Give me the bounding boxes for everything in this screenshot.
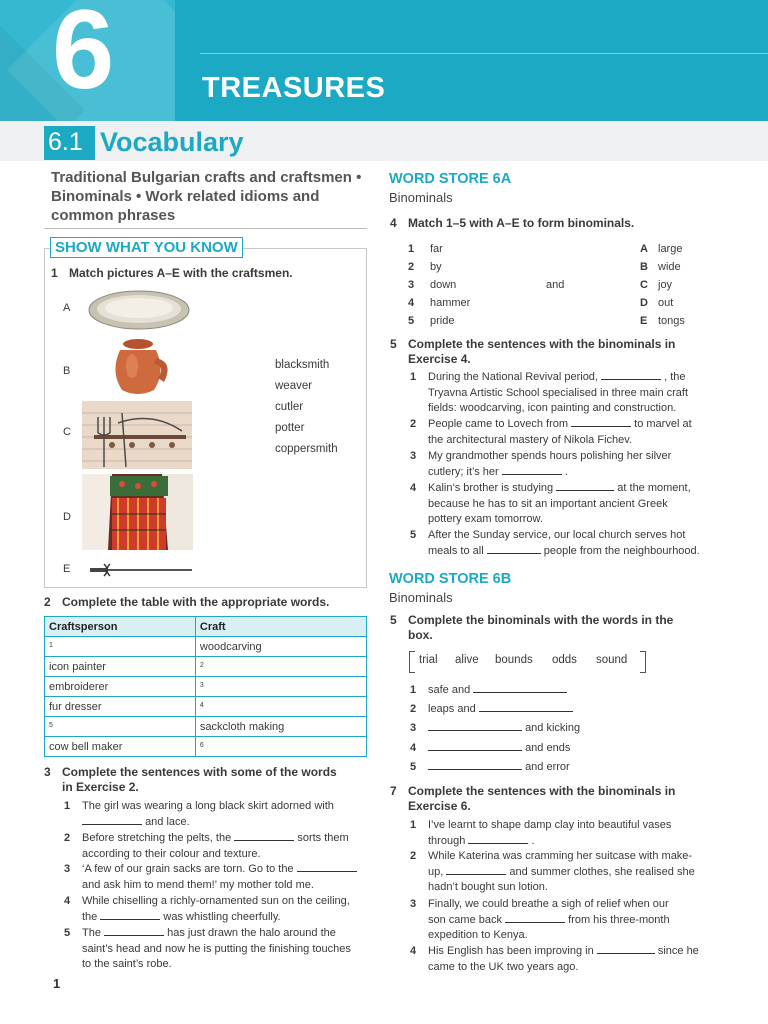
page-number: 1 (53, 976, 61, 991)
item-number: 3 (410, 450, 417, 462)
exercise-instruction: box. (408, 628, 433, 642)
table-cell[interactable] (195, 737, 366, 757)
sentence-text: sorts them (297, 832, 349, 844)
sentence-text: During the National Revival period, (428, 371, 598, 383)
item-number: 4 (408, 297, 415, 309)
table-row (45, 677, 367, 697)
picture-label-c: C (63, 426, 71, 438)
gap-number: 1 (49, 641, 53, 649)
sentence-text: pottery exam tomorrow. (428, 513, 543, 525)
item-number: 3 (64, 863, 71, 875)
section-topics: Traditional Bulgarian crafts and craftsmen • Binominals • Work related idioms and common phrases (51, 169, 362, 224)
sentence-item (64, 894, 369, 925)
binominal-item (410, 683, 710, 699)
sentence-text: meals to all (428, 544, 484, 557)
exercise-instruction: Match 1–5 with A–E to form binominals. (408, 216, 635, 230)
table-row (45, 697, 367, 717)
answer-blank[interactable] (428, 760, 522, 770)
item-number: 5 (408, 315, 415, 327)
sentence-text: people from the neighbourhood. (543, 544, 700, 557)
sentence-item (64, 831, 369, 862)
sentence-item (410, 449, 720, 480)
section-number: 6.1 (48, 128, 83, 156)
picture-label-a: A (63, 302, 71, 314)
answer-blank[interactable] (502, 465, 562, 475)
binominal-item (410, 741, 710, 757)
sentence-item (410, 897, 720, 944)
table-row (45, 657, 367, 677)
copper-tray-image (88, 289, 190, 331)
sentence-text: saint’s head and now he is putting the finishing touches (82, 942, 351, 955)
item-letter: C (640, 279, 648, 291)
list-item (408, 315, 414, 327)
gap-number: 4 (199, 701, 204, 709)
answer-blank[interactable] (468, 834, 528, 844)
answer-blank[interactable] (446, 865, 506, 875)
box-word: alive (455, 654, 479, 666)
exercise-7-heading (390, 784, 675, 814)
answer-blank[interactable] (297, 862, 357, 872)
item-number: 5 (64, 927, 71, 939)
column-header: Craftsperson (45, 617, 196, 637)
word-box (409, 651, 646, 673)
sentence-text: because he has to sit an important ancient Greek (428, 497, 668, 510)
sentence-text: up, (428, 865, 444, 878)
item-number: 4 (410, 482, 417, 494)
chapter-title: TREASURES (202, 72, 386, 104)
match-word: down (430, 279, 457, 291)
exercise-number: 1 (51, 266, 58, 280)
exercise-instruction: Complete the binominals with the words in the (408, 613, 674, 627)
clay-pot-image (104, 336, 176, 398)
box-word: trial (419, 654, 438, 666)
and-connector: and (546, 279, 565, 291)
sentence-text: son came back (428, 913, 502, 926)
word-box-bracket-left (409, 651, 415, 673)
sentence-item (410, 481, 720, 528)
item-letter: D (640, 297, 648, 309)
sentence-text: has just drawn the halo around the (167, 927, 336, 939)
sentence-text: After the Sunday service, our local church serves hot (428, 529, 686, 541)
exercise-number: 3 (44, 765, 51, 779)
sentence-text: ‘A few of our grain sacks are torn. Go to the (82, 863, 294, 875)
sentence-item (64, 799, 369, 830)
answer-blank[interactable] (473, 683, 567, 693)
sentence-text: . (564, 465, 568, 478)
table-cell[interactable] (45, 637, 196, 657)
answer-blank[interactable] (234, 831, 294, 841)
chapter-number: 6 (52, 0, 115, 112)
list-item (640, 261, 648, 273)
answer-blank[interactable] (597, 944, 655, 954)
answer-blank[interactable] (82, 815, 142, 825)
farming-tools-image (82, 401, 192, 469)
exercise-instruction: in Exercise 2. (62, 780, 139, 794)
sentence-text: hadn’t bought sun lotion. (428, 881, 548, 893)
table-cell[interactable] (195, 697, 366, 717)
item-number: 1 (410, 684, 417, 696)
match-word: by (430, 261, 442, 273)
cell-text: cow bell maker (49, 740, 123, 753)
sentence-text: People came to Lovech from (428, 418, 569, 430)
exercise-4-heading (390, 216, 634, 231)
item-number: 2 (64, 832, 71, 844)
gap-number: 5 (49, 721, 53, 729)
sentence-text: at the moment, (617, 482, 691, 494)
item-text: leaps and (428, 703, 476, 715)
cell-text: fur dresser (49, 700, 102, 713)
sentence-text: The (82, 927, 101, 939)
answer-blank[interactable] (100, 910, 160, 920)
sentence-text: His English has been improving in (428, 945, 594, 957)
word-box-bracket-right (640, 651, 646, 673)
gap-number: 3 (199, 681, 204, 689)
cell-text: icon painter (49, 660, 106, 673)
table-cell (45, 697, 196, 717)
binominal-item (410, 702, 710, 718)
sentence-text: , the (664, 371, 686, 383)
item-number: 5 (410, 761, 417, 773)
answer-blank[interactable] (487, 544, 541, 554)
sentence-text: Before stretching the pelts, the (82, 832, 232, 844)
box-word: bounds (495, 654, 533, 666)
answer-blank[interactable] (505, 913, 565, 923)
item-text: and ends (525, 742, 571, 754)
exercise-instruction: Complete the sentences with the binominals in (408, 337, 676, 351)
box-word: sound (596, 654, 628, 666)
list-item (408, 279, 414, 291)
answer-blank[interactable] (479, 702, 573, 712)
sentence-text: was whistling cheerfully. (163, 910, 281, 923)
binominal-item (410, 721, 710, 737)
item-text: and error (525, 761, 570, 773)
sentence-item (410, 417, 720, 448)
answer-blank[interactable] (428, 721, 522, 731)
box-word: odds (552, 654, 577, 666)
craftsman-word: weaver (275, 380, 313, 392)
item-number: 2 (408, 261, 415, 273)
sentence-text: Tryavna Artistic School specialised in three main craft (428, 386, 689, 399)
sentence-text: from his three-month (568, 913, 670, 926)
header-stripe (200, 53, 768, 54)
sentence-text: While Katerina was cramming her suitcase with make- (428, 850, 693, 862)
list-item (408, 261, 414, 273)
exercise-instruction: Complete the sentences with some of the words (62, 765, 337, 779)
exercise-instruction: Match pictures A–E with the craftsmen. (69, 266, 293, 280)
item-number: 1 (410, 819, 417, 831)
sentence-item (410, 818, 720, 849)
table-cell[interactable] (195, 677, 366, 697)
answer-blank[interactable] (428, 741, 522, 751)
answer-blank[interactable] (104, 926, 164, 936)
show-what-you-know-title: SHOW WHAT YOU KNOW (50, 237, 243, 258)
section-title: Vocabulary (100, 127, 244, 157)
item-number: 1 (64, 800, 71, 812)
list-item (408, 297, 414, 309)
word-store-6a-subtitle: Binominals (389, 190, 453, 205)
table-cell[interactable] (45, 717, 196, 737)
sentence-text: cutlery; it’s her (428, 465, 499, 478)
picture-label-e: E (63, 563, 71, 575)
exercise-1-heading (51, 266, 293, 281)
exercise-number: 5 (390, 337, 397, 351)
exercise-2-heading (44, 595, 329, 610)
word-store-6a-title: WORD STORE 6A (389, 171, 512, 187)
table-cell (45, 657, 196, 677)
match-word: far (430, 243, 443, 255)
sentence-text: The girl was wearing a long black skirt adorned with (82, 800, 334, 812)
match-word: hammer (430, 297, 471, 309)
table-row (45, 717, 367, 737)
item-number: 3 (410, 898, 417, 910)
binominal-item (410, 760, 710, 776)
gap-number: 2 (199, 661, 204, 669)
picture-label-d: D (63, 511, 71, 523)
item-number: 5 (410, 529, 417, 541)
exercise-3-heading (44, 765, 337, 795)
craftsperson-table (44, 616, 367, 757)
craftsman-word: blacksmith (275, 359, 330, 371)
match-word: large (658, 243, 683, 255)
item-number: 2 (410, 703, 417, 715)
list-item (640, 315, 647, 327)
item-text: safe and (428, 684, 471, 696)
item-number: 4 (410, 742, 417, 754)
sentence-text: according to their colour and texture. (82, 847, 261, 860)
exercise-number: 7 (390, 784, 397, 798)
word-store-6b-subtitle: Binominals (389, 590, 453, 605)
exercise-number: 2 (44, 595, 51, 609)
sentence-text: Kalin’s brother is studying (428, 482, 554, 494)
sentence-text: through (428, 834, 466, 847)
sentence-item (410, 528, 720, 559)
sentence-text: and ask him to mend them!’ my mother told me. (82, 878, 314, 891)
list-item (640, 297, 648, 309)
table-row (45, 637, 367, 657)
table-cell (45, 677, 196, 697)
list-item (640, 243, 648, 255)
answer-blank[interactable] (556, 481, 614, 491)
item-number: 1 (410, 371, 417, 383)
sentence-text: Finally, we could breathe a sigh of relief when our (428, 898, 669, 910)
sentence-text: My grandmother spends hours polishing her silver (428, 450, 672, 462)
list-item (408, 243, 414, 255)
exercise-instruction: Exercise 6. (408, 799, 471, 813)
item-number: 4 (64, 895, 71, 907)
sentence-text: fields: woodcarving, icon painting and construction. (428, 402, 677, 414)
exercise-5-heading (390, 337, 675, 367)
match-word: wide (658, 261, 681, 273)
sentence-text: and summer clothes, she realised she (509, 865, 695, 878)
sentence-item (410, 370, 720, 417)
match-word: tongs (658, 315, 685, 327)
word-store-6b-title: WORD STORE 6B (389, 571, 512, 587)
sentence-text: . (531, 834, 535, 847)
gap-number: 6 (199, 741, 204, 749)
table-header-row (45, 617, 367, 637)
answer-blank[interactable] (601, 370, 661, 380)
embroidered-costume-image (82, 474, 193, 550)
table-cell (195, 717, 366, 737)
item-number: 4 (410, 945, 417, 957)
sentence-text: and lace. (145, 815, 190, 828)
exercise-number: 4 (390, 216, 397, 230)
match-word: joy (658, 279, 673, 291)
sentence-item (64, 862, 369, 893)
match-word: pride (430, 315, 455, 327)
exercise-instruction: Exercise 4. (408, 352, 471, 366)
table-row (45, 737, 367, 757)
exercise-instruction: Complete the table with the appropriate words. (62, 595, 330, 609)
item-number: 1 (408, 243, 415, 255)
table-cell[interactable] (195, 657, 366, 677)
cell-text: embroiderer (49, 680, 109, 693)
answer-blank[interactable] (571, 417, 631, 427)
sentence-text: expedition to Kenya. (428, 929, 528, 941)
sentence-text: While chiselling a richly-ornamented sun on the ceiling, (82, 895, 350, 907)
item-letter: B (640, 261, 648, 273)
sentence-text: to marvel at (634, 418, 692, 430)
item-number: 3 (410, 722, 417, 734)
craftsman-word: cutler (275, 401, 304, 413)
exercise-instruction: Complete the sentences with the binominals in (408, 784, 676, 798)
knife-image (86, 561, 194, 579)
craftsman-word: potter (275, 422, 305, 434)
sentence-text: I’ve learnt to shape damp clay into beautiful vases (428, 819, 672, 831)
sentence-text: the architectural mastery of Nikola Fichev. (428, 433, 632, 446)
item-text: and kicking (525, 722, 581, 734)
cell-text: sackcloth making (199, 720, 285, 733)
item-number: 2 (410, 418, 417, 430)
item-number: 2 (410, 850, 417, 862)
sentence-text: came to the UK two years ago. (428, 960, 579, 973)
sentence-item (410, 944, 720, 975)
item-number: 3 (408, 279, 415, 291)
sentence-text: since he (657, 945, 699, 957)
sentence-item (410, 849, 720, 896)
divider (44, 228, 367, 229)
column-header: Craft (195, 617, 366, 637)
match-word: out (658, 297, 674, 309)
craftsman-word: coppersmith (275, 443, 338, 455)
picture-label-b: B (63, 365, 71, 377)
table-cell (45, 737, 196, 757)
table-cell (195, 637, 366, 657)
sentence-item (64, 926, 369, 973)
item-letter: E (640, 315, 648, 327)
list-item (640, 279, 648, 291)
sentence-text: the (82, 910, 98, 923)
cell-text: woodcarving (199, 640, 262, 653)
exercise-number: 5 (390, 613, 397, 627)
sentence-text: to the saint’s robe. (82, 958, 172, 970)
exercise-5b-heading (390, 613, 673, 643)
item-letter: A (640, 243, 648, 255)
